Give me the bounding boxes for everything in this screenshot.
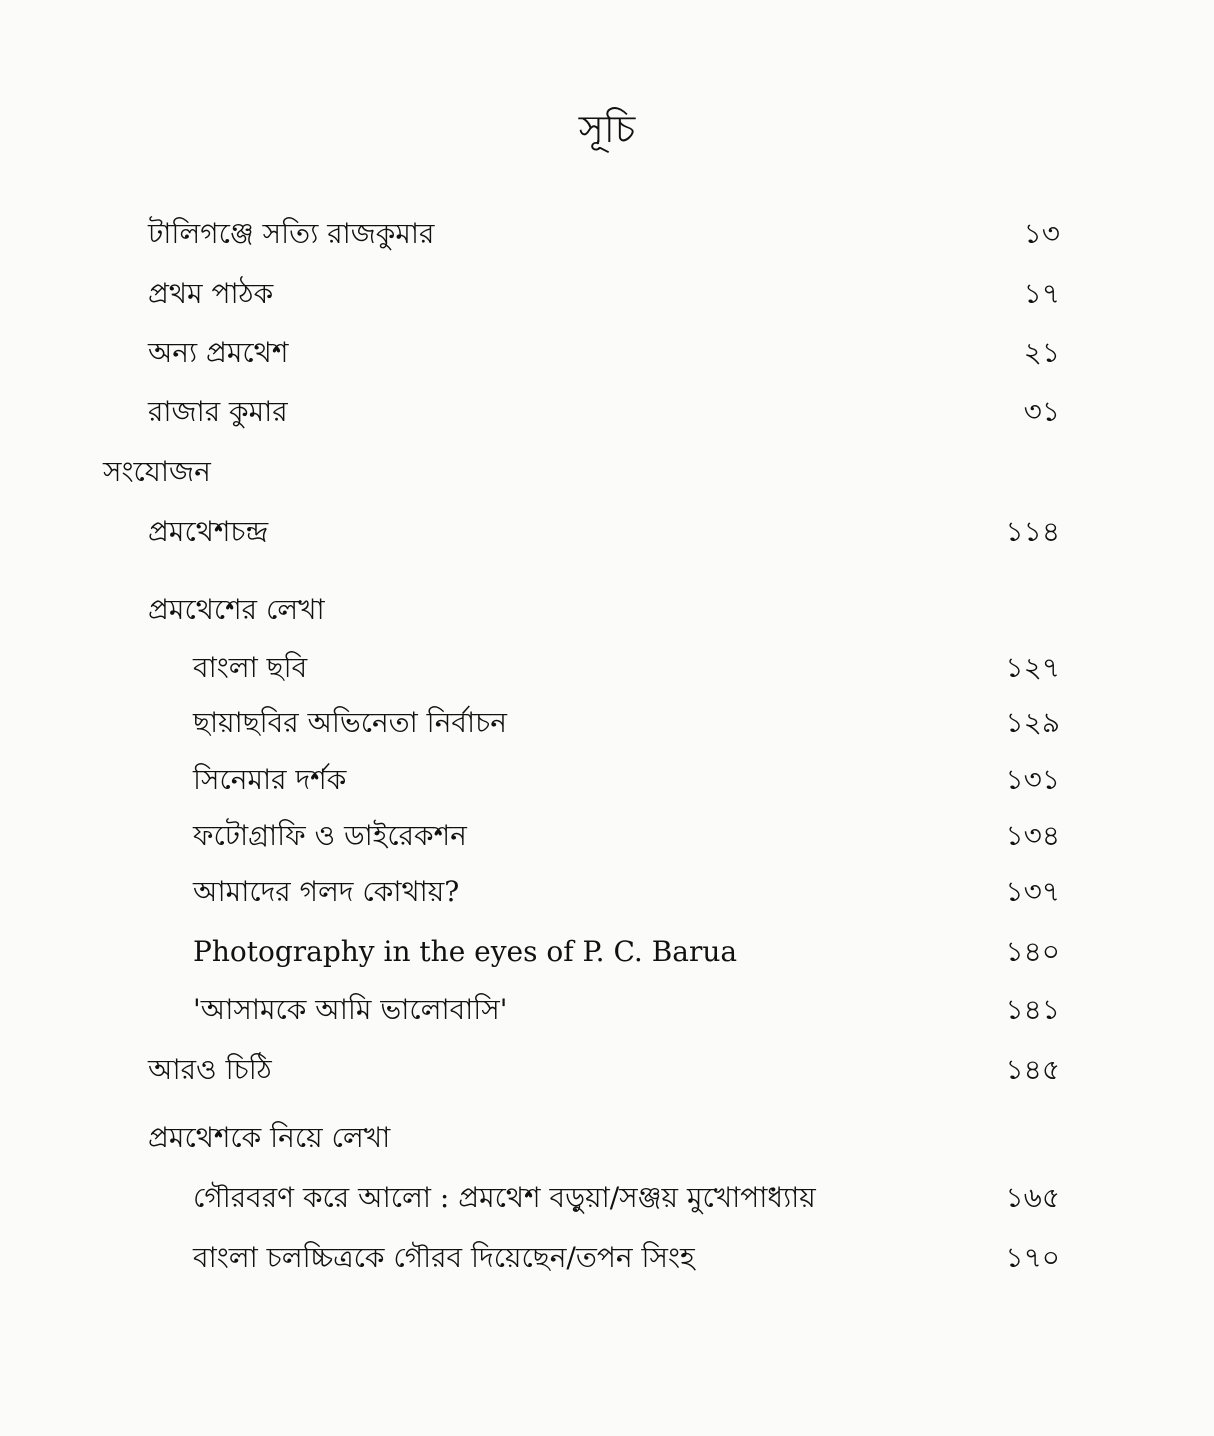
toc-entry-title: ফটোগ্রাফি ও ডাইরেকশন [193,819,467,852]
toc-entry [0,870,1214,914]
toc-section-title: সংযোজন [103,455,211,488]
toc-entry-title: ছায়াছবির অভিনেতা নির্বাচন [193,706,507,739]
toc-entry-title: বাংলা ছবি [193,651,308,684]
toc-entry-title: রাজার কুমার [148,395,288,428]
toc-entry [0,646,1214,690]
toc-entry [0,701,1214,745]
toc-entry-page: ১৪৫ [1005,1053,1060,1086]
toc-entry [0,1236,1214,1280]
toc-entry [0,930,1214,974]
toc-entry [0,814,1214,858]
toc-entry-title: অন্য প্রমথেশ [148,336,289,369]
toc-entry [0,1048,1214,1092]
toc-entry-page: ১৭০ [1005,1241,1060,1274]
toc-entry-title: প্রমথেশচন্দ্র [148,515,269,548]
toc-entry-page: ১২৭ [1005,651,1060,684]
toc-entry [0,1176,1214,1220]
toc-entry-page: ১৩১ [1005,763,1060,796]
toc-entry-page: ২১ [1023,336,1060,369]
toc-entry-page: ১৬৫ [1005,1181,1060,1214]
toc-entry [0,331,1214,375]
toc-entry-title: প্রথম পাঠক [148,277,274,310]
toc-entry-page: ৩১ [1023,395,1060,428]
toc-entry-page: ১২৯ [1005,706,1060,739]
toc-entry [0,390,1214,434]
toc-entry-page: ১৩ [1023,217,1060,250]
toc-entry-page: ১৪১ [1005,993,1060,1026]
toc-entry-title: টালিগঞ্জে সত্যি রাজকুমার [148,217,435,250]
toc-entry [0,758,1214,802]
toc-entry-title: বাংলা চলচ্চিত্রকে গৌরব দিয়েছেন/তপন সিংহ [193,1241,695,1274]
page-title: সূচি [578,107,636,151]
toc-entry [0,510,1214,554]
toc-entry-title: সিনেমার দর্শক [193,763,347,796]
toc-entry-page: ১৩৪ [1005,819,1060,852]
toc-entry-title: Photography in the eyes of P. C. Barua [193,935,738,968]
toc-entry-page: ১৪০ [1005,935,1060,968]
toc-entry-title: 'আসামকে আমি ভালোবাসি' [193,993,508,1026]
toc-subsection-title: প্রমথেশকে নিয়ে লেখা [148,1121,391,1154]
toc-entry-title: আমাদের গলদ কোথায়? [193,875,460,908]
toc-entry-page: ১৩৭ [1005,875,1060,908]
toc-section-heading [0,450,1214,494]
toc-subsection-title: প্রমথেশের লেখা [148,593,325,626]
toc-entry-title: গৌরবরণ করে আলো : প্রমথেশ বড়ুয়া/সঞ্জয় মুখোপাধ্যায় [193,1181,816,1214]
toc-entry [0,988,1214,1032]
toc-entry [0,272,1214,316]
toc-subsection-heading [0,588,1214,632]
toc-subsection-heading [0,1116,1214,1160]
toc-entry-page: ১৭ [1023,277,1060,310]
toc-entry [0,212,1214,256]
toc-entry-page: ১১৪ [1005,515,1060,548]
toc-entry-title: আরও চিঠি [148,1053,272,1086]
